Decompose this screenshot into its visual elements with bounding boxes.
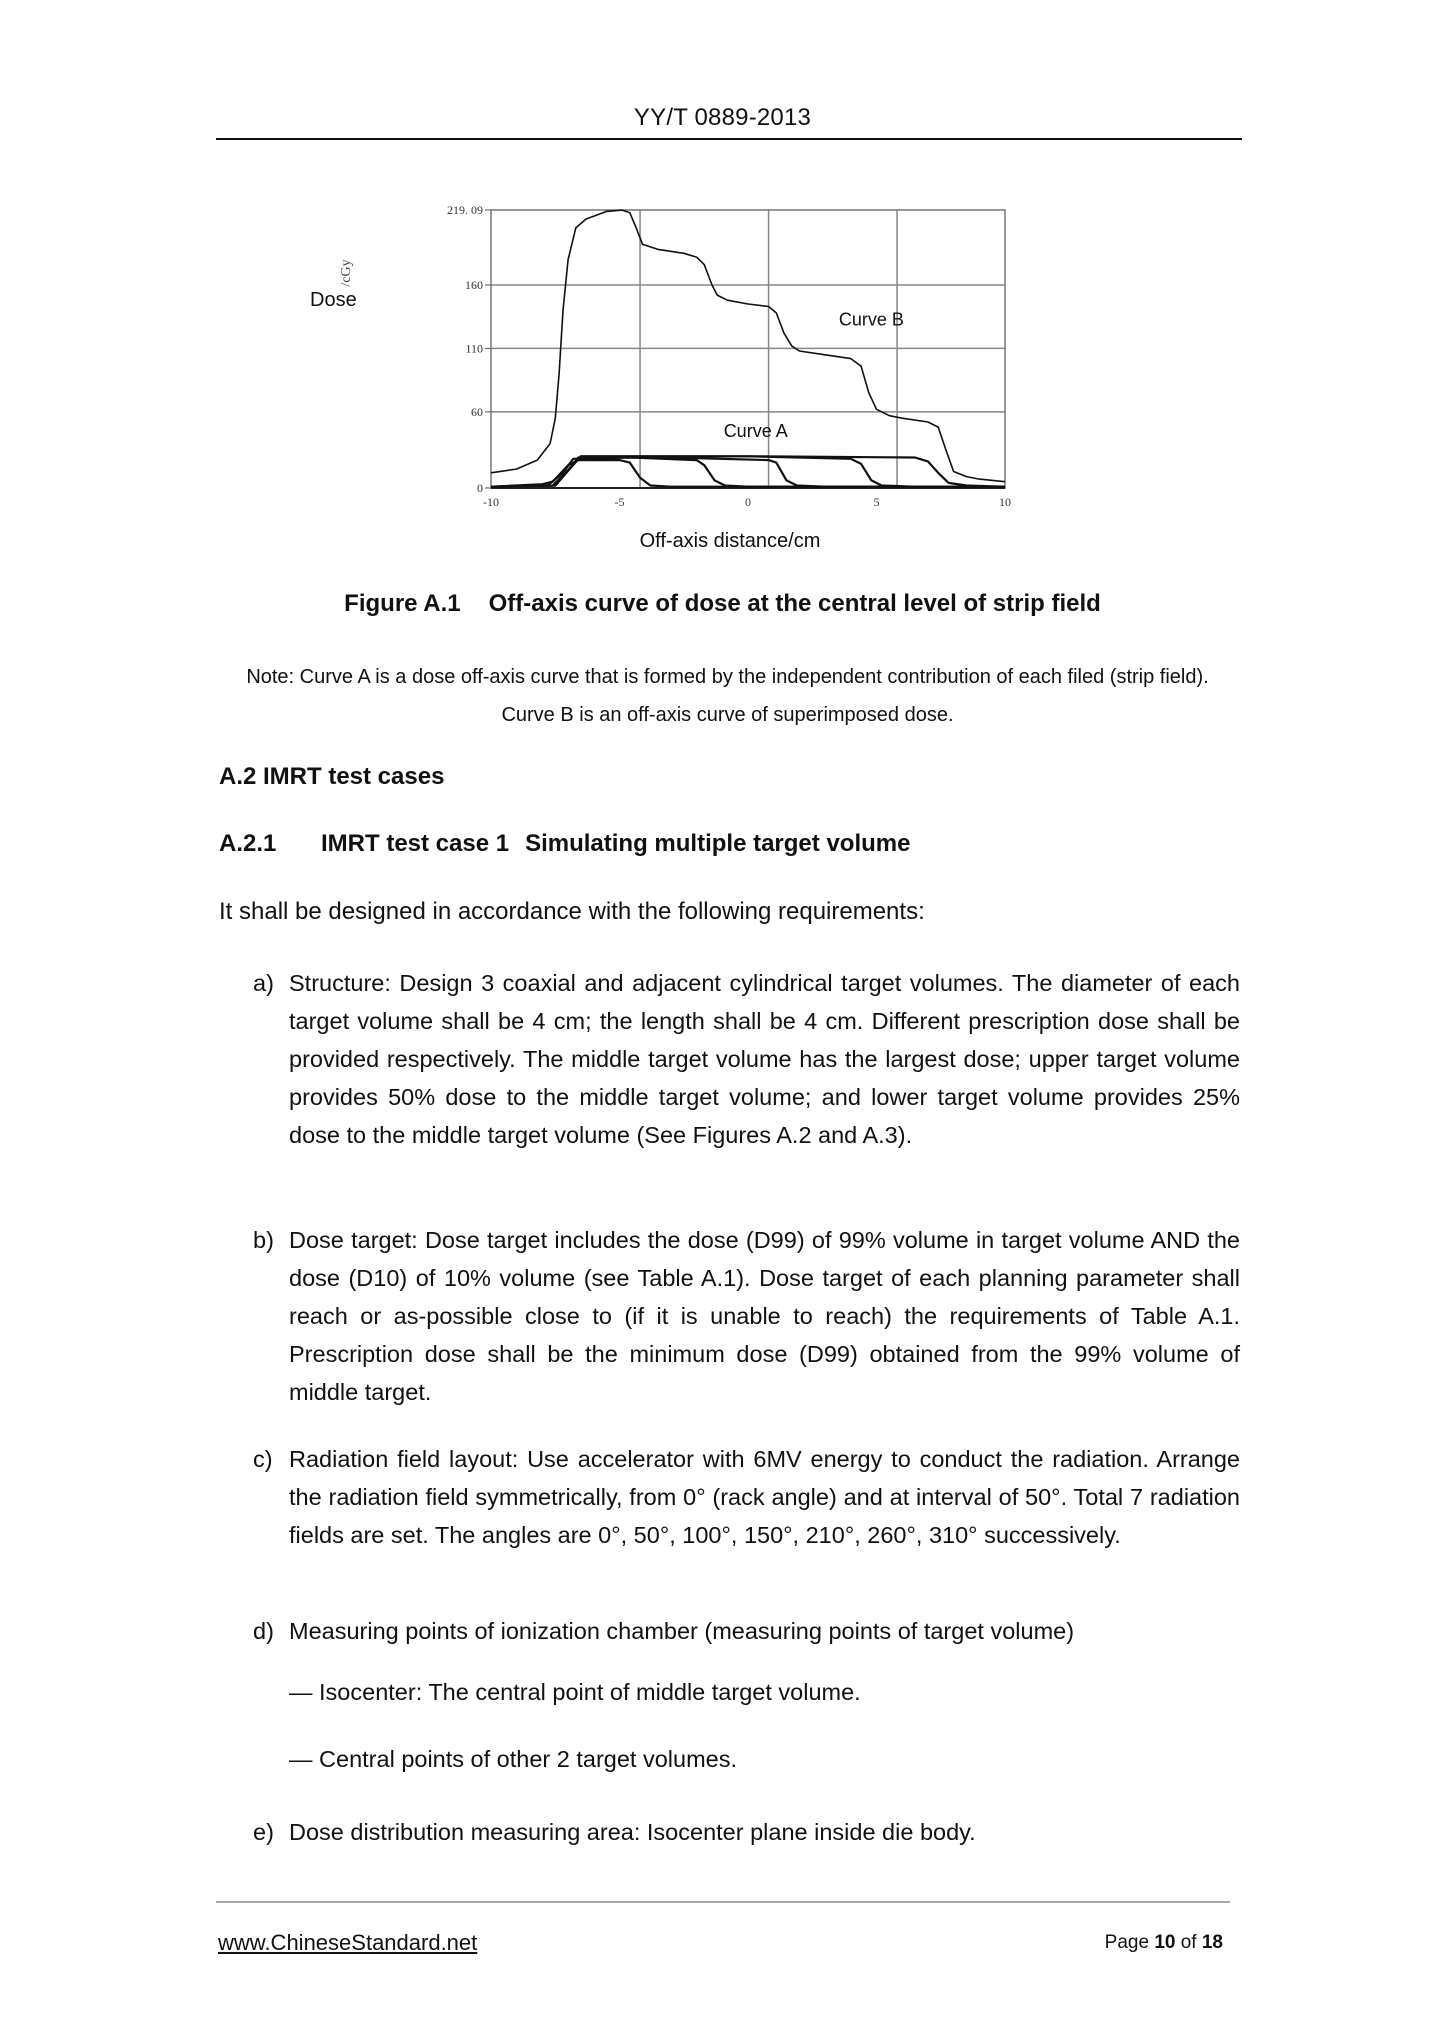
- dash-item-central-points: — Central points of other 2 target volumes.: [289, 1746, 738, 1772]
- page-total: 18: [1201, 1932, 1223, 1953]
- page-current: 10: [1154, 1932, 1176, 1953]
- subsection-title-1: IMRT test case 1: [321, 830, 510, 857]
- y-axis-unit: /cGy: [339, 259, 354, 287]
- x-tick-label: 0: [745, 495, 751, 509]
- list-item-label: a): [253, 970, 274, 996]
- dose-chart-svg: [310, 195, 1020, 525]
- y-tick-label: 110: [465, 341, 483, 356]
- figure-note: Note: Curve A is a dose off-axis curve that is formed by the independent contribution of each filed (strip field). Curve B is an off-axis curve of superimposed dose.: [246, 666, 1209, 726]
- list-item-e: [253, 1813, 1240, 1851]
- x-axis-label: Off-axis distance/cm: [639, 530, 821, 552]
- y-tick-label: 0: [477, 481, 483, 495]
- y-tick-label: 60: [471, 404, 483, 419]
- x-tick-label: -10: [483, 495, 499, 509]
- list-item-label: b): [253, 1227, 274, 1253]
- list-item-b: [253, 1221, 1240, 1411]
- page-of: of: [1175, 1932, 1202, 1953]
- footer-site-link[interactable]: www.ChineseStandard.net: [218, 1930, 478, 1955]
- subsection-number: A.2.1: [219, 830, 277, 857]
- y-tick-label: 219. 09: [447, 203, 483, 217]
- footer-rule: [216, 1901, 1230, 1903]
- x-tick-label: 10: [999, 495, 1011, 509]
- page-prefix: Page: [1104, 1932, 1155, 1953]
- subsection-title-2: Simulating multiple target volume: [525, 830, 911, 857]
- y-tick-label: 160: [465, 277, 483, 292]
- figure-caption: [0, 590, 1445, 618]
- list-item-text: Radiation field layout: Use accelerator with 6MV energy to conduct the radiation. Arrange the radiation field symmetrically, from 0° (rack angle) and at interval of 50°. Total 7 radiation fields are set. The angles are 0°, 50°, 100°, 150°, 210°, 260°, 310° successively.: [289, 1446, 1240, 1548]
- curve-a-line: [491, 456, 1005, 486]
- dash-item-isocenter: — Isocenter: The central point of middle target volume.: [289, 1679, 861, 1705]
- chart-labels: [310, 203, 1011, 509]
- figure-number: Figure A.1: [344, 590, 461, 617]
- curve-b-annotation: Curve B: [838, 309, 904, 330]
- list-item-label: c): [253, 1446, 273, 1472]
- header-rule: [216, 138, 1242, 140]
- list-item-text: Dose target: Dose target includes the dose (D99) of 99% volume in target volume AND the dose (D10) of 10% volume (see Table A.1). Dose target of each planning parameter shall reach or as-possible close to (if it is unable to reach) the requirements of Table A.1. Prescription dose shall be the minimum dose (D99) obtained from the 99% volume of middle target.: [289, 1227, 1240, 1405]
- list-item-label: e): [253, 1819, 274, 1845]
- figure-title: Off-axis curve of dose at the central level of strip field: [488, 590, 1101, 617]
- y-axis-label: Dose: [310, 289, 357, 311]
- x-tick-label: -5: [614, 495, 625, 509]
- list-item-label: d): [253, 1618, 274, 1644]
- section-heading: A.2 IMRT test cases: [219, 763, 445, 790]
- curve-a-annotation: Curve A: [723, 421, 788, 442]
- list-item-text: Dose distribution measuring area: Isocenter plane inside die body.: [289, 1819, 976, 1845]
- footer-page-number: [1105, 1932, 1223, 1954]
- dose-chart: [310, 195, 1020, 525]
- list-item-text: Structure: Design 3 coaxial and adjacent cylindrical target volumes. The diameter of each target volume shall be 4 cm; the length shall be 4 cm. Different prescription dose shall be provided respectively. The middle target volume has the largest dose; upper target volume provides 50% dose to the middle target volume; and lower target volume provides 25% dose to the middle target volume (See Figures A.2 and A.3).: [289, 970, 1240, 1148]
- subsection-heading: [219, 830, 910, 858]
- list-item-d: [253, 1612, 1240, 1650]
- intro-paragraph: It shall be designed in accordance with the following requirements:: [219, 898, 925, 925]
- list-item-c: [253, 1440, 1240, 1554]
- list-item-a: [253, 964, 1240, 1154]
- x-tick-label: 5: [873, 495, 880, 509]
- chart-grid: [491, 210, 1005, 488]
- list-item-text: Measuring points of ionization chamber (measuring points of target volume): [289, 1618, 1075, 1644]
- header-doc-id: YY/T 0889-2013: [633, 104, 812, 131]
